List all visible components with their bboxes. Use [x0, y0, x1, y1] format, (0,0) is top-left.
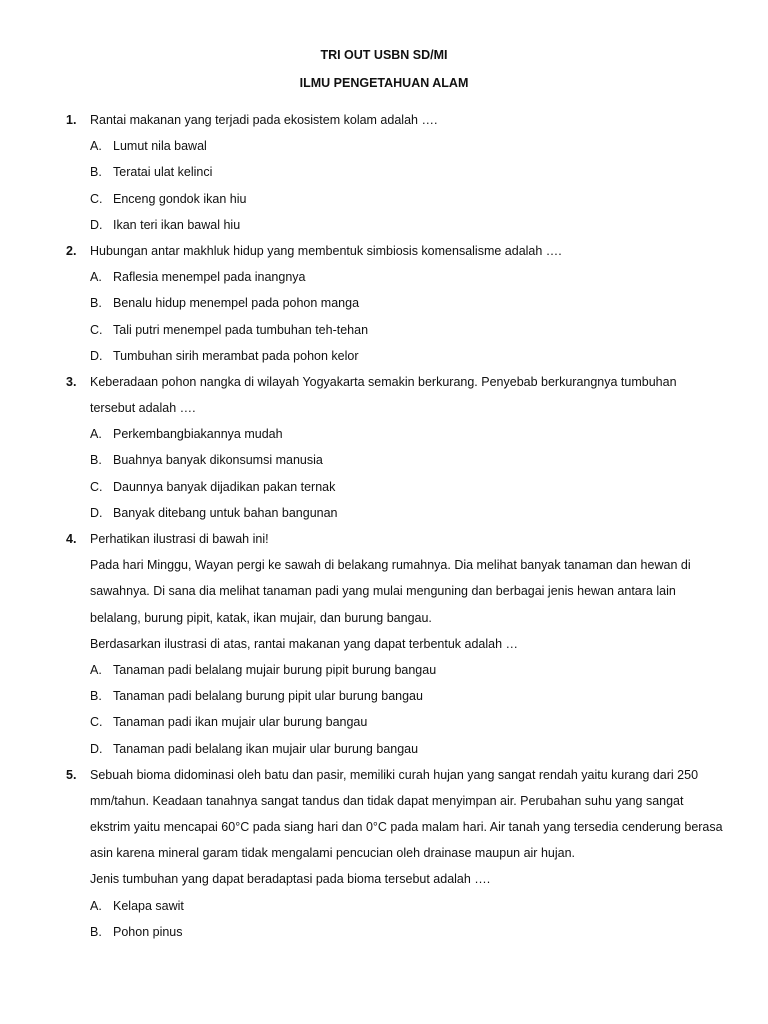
question-text: Rantai makanan yang terjadi pada ekosistem kolam adalah …. — [90, 113, 438, 127]
answer-option — [0, 896, 768, 922]
question-text: Jenis tumbuhan yang dapat beradaptasi pada bioma tersebut adalah …. — [90, 872, 491, 887]
option-letter: D. — [90, 505, 103, 520]
question-line — [0, 869, 768, 895]
question-text: Sebuah bioma didominasi oleh batu dan pasir, memiliki curah hujan yang sangat rendah yaitu kurang dari 250 — [90, 767, 699, 782]
question-line — [0, 110, 768, 136]
option-text: Raflesia menempel pada inangnya — [113, 270, 306, 285]
question-text: Berdasarkan ilustrasi di atas, rantai makanan yang dapat terbentuk adalah … — [90, 636, 519, 651]
answer-option — [0, 503, 768, 529]
option-text: Tanaman padi belalang burung pipit ular burung bangau — [113, 689, 423, 704]
exam-subject: ILMU PENGETAHUAN ALAM — [299, 76, 469, 90]
question-3 — [0, 372, 768, 529]
option-letter: B. — [90, 296, 102, 311]
question-text: Keberadaan pohon nangka di wilayah Yogyakarta semakin berkurang. Penyebab berkurangnya tumbuhan — [90, 374, 677, 389]
answer-option — [0, 660, 768, 686]
option-letter: A. — [90, 270, 102, 285]
answer-option — [0, 739, 768, 765]
option-text: Pohon pinus — [113, 924, 183, 939]
option-text: Perkembangbiakannya mudah — [113, 427, 283, 442]
answer-option — [0, 922, 768, 948]
option-letter: C. — [90, 715, 103, 730]
option-letter: A. — [90, 427, 102, 442]
option-letter: B. — [90, 924, 102, 939]
option-letter: B. — [90, 453, 102, 468]
question-line — [0, 398, 768, 424]
option-text: Enceng gondok ikan hiu — [113, 191, 247, 206]
answer-option — [0, 320, 768, 346]
answer-option — [0, 477, 768, 503]
option-letter: C. — [90, 322, 103, 337]
question-line — [0, 241, 768, 267]
question-line — [0, 581, 768, 607]
option-text: Benalu hidup menempel pada pohon manga — [113, 296, 360, 311]
answer-option — [0, 450, 768, 476]
question-4 — [0, 529, 768, 765]
answer-option — [0, 424, 768, 450]
answer-option — [0, 136, 768, 162]
option-letter: D. — [90, 348, 103, 363]
question-text: Pada hari Minggu, Wayan pergi ke sawah di belakang rumahnya. Dia melihat banyak tanaman dan hewan di — [90, 558, 691, 573]
question-text: Perhatikan ilustrasi di bawah ini! — [90, 532, 269, 546]
question-1 — [0, 110, 768, 241]
question-line — [0, 791, 768, 817]
question-text: Hubungan antar makhluk hidup yang membentuk simbiosis komensalisme adalah …. — [90, 243, 562, 258]
question-line — [0, 555, 768, 581]
option-text: Banyak ditebang untuk bahan bangunan — [113, 505, 338, 520]
question-number: 5. — [66, 767, 77, 782]
question-number: 3. — [66, 374, 77, 389]
question-line — [0, 529, 768, 555]
option-letter: C. — [90, 479, 103, 494]
answer-option — [0, 162, 768, 188]
option-text: Kelapa sawit — [113, 898, 184, 913]
option-text: Teratai ulat kelinci — [113, 165, 213, 180]
option-letter: C. — [90, 191, 103, 206]
option-text: Tanaman padi belalang mujair burung pipit burung bangau — [113, 662, 437, 677]
question-text: mm/tahun. Keadaan tanahnya sangat tandus dan tidak dapat menyimpan air. Perubahan suhu yang sangat — [90, 793, 684, 808]
question-2 — [0, 241, 768, 372]
answer-option — [0, 267, 768, 293]
answer-option — [0, 686, 768, 712]
question-line — [0, 843, 768, 869]
option-letter: A. — [90, 139, 102, 154]
option-letter: D. — [90, 741, 103, 756]
option-letter: A. — [90, 898, 102, 913]
answer-option — [0, 215, 768, 241]
question-line — [0, 372, 768, 398]
question-number: 4. — [66, 532, 77, 546]
question-line — [0, 634, 768, 660]
question-text: asin karena mineral garam tidak mengalami pencucian oleh drainase maupun air hujan. — [90, 846, 576, 861]
option-letter: B. — [90, 165, 102, 180]
question-line — [0, 765, 768, 791]
answer-option — [0, 293, 768, 319]
option-letter: D. — [90, 217, 103, 232]
question-number: 2. — [66, 243, 77, 258]
answer-option — [0, 346, 768, 372]
question-text: sawahnya. Di sana dia melihat tanaman padi yang mulai menguning dan berbagai jenis hewan antara lain — [90, 584, 676, 599]
answer-option — [0, 712, 768, 738]
question-line — [0, 608, 768, 634]
option-text: Tanaman padi ikan mujair ular burung bangau — [113, 715, 368, 730]
option-letter: B. — [90, 689, 102, 704]
option-text: Tali putri menempel pada tumbuhan teh-tehan — [113, 322, 369, 337]
question-number: 1. — [66, 113, 77, 127]
option-text: Daunnya banyak dijadikan pakan ternak — [113, 479, 336, 494]
exam-title: TRI OUT USBN SD/MI — [320, 48, 448, 62]
option-text: Tanaman padi belalang ikan mujair ular burung bangau — [113, 741, 419, 756]
question-text: belalang, burung pipit, katak, ikan mujair, dan burung bangau. — [90, 610, 432, 625]
question-5 — [0, 765, 768, 948]
option-text: Lumut nila bawal — [113, 139, 207, 154]
question-list — [0, 110, 768, 948]
question-line — [0, 817, 768, 843]
option-text: Buahnya banyak dikonsumsi manusia — [113, 453, 323, 468]
question-text: ekstrim yaitu mencapai 60°C pada siang hari dan 0°C pada malam hari. Air tanah yang tersedia cenderung berasa — [90, 820, 723, 835]
option-text: Ikan teri ikan bawal hiu — [113, 217, 241, 232]
answer-option — [0, 189, 768, 215]
option-letter: A. — [90, 662, 102, 677]
option-text: Tumbuhan sirih merambat pada pohon kelor — [113, 348, 359, 363]
question-text: tersebut adalah …. — [90, 401, 196, 416]
